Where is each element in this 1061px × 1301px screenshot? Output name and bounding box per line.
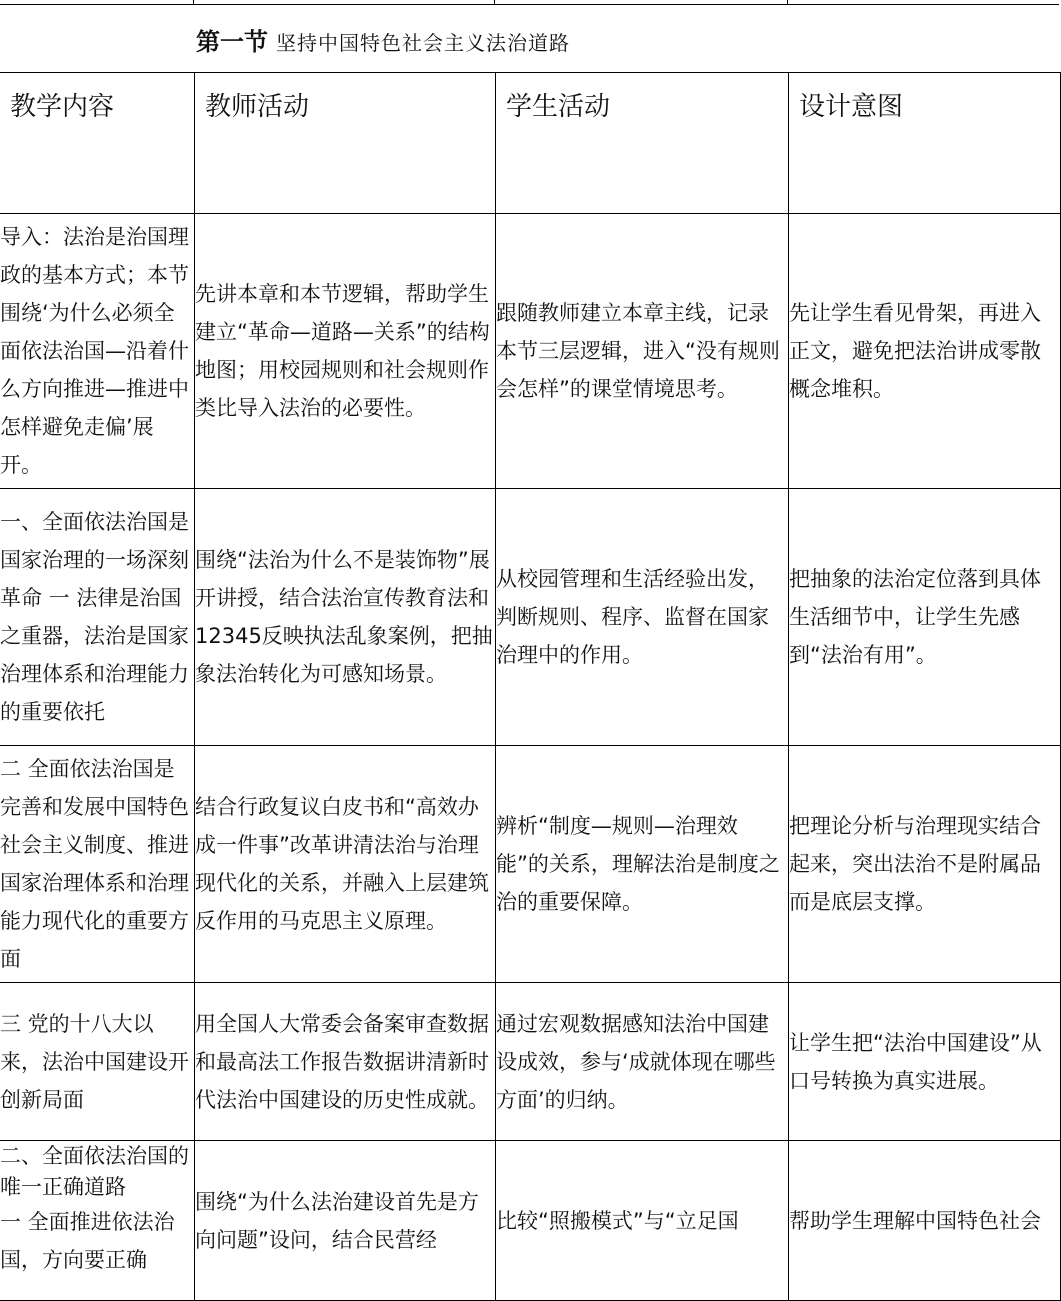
lesson-plan-table — [0, 72, 1061, 1301]
cell-student: 辨析“制度—规则—治理效能”的关系，理解法治是制度之治的重要保障。 — [496, 746, 789, 983]
cell-teacher: 围绕“法治为什么不是装饰物”展开讲授，结合法治宣传教育法和12345反映执法乱象案例，把抽象法治转化为可感知场景。 — [195, 489, 496, 746]
table-row — [0, 214, 1061, 489]
cell-teacher: 用全国人大常委会备案审查数据和最高法工作报告数据讲清新时代法治中国建设的历史性成就。 — [195, 983, 496, 1141]
table-header-row — [0, 73, 1061, 214]
cell-intent: 先让学生看见骨架，再进入正文，避免把法治讲成零散概念堆积。 — [789, 214, 1061, 489]
column-divider — [494, 0, 495, 4]
cell-student: 比较“照搬模式”与“立足国 — [496, 1141, 789, 1301]
table-row — [0, 746, 1061, 983]
cell-content-heading: 二、全面依法治国的唯一正确道路 — [0, 1144, 189, 1199]
cell-intent: 把理论分析与治理现实结合起来，突出法治不是附属品而是底层支撑。 — [789, 746, 1061, 983]
cell-content: 三 党的十八大以来，法治中国建设开创新局面 — [0, 983, 195, 1141]
table-row — [0, 489, 1061, 746]
section-name: 坚持中国特色社会主义法治道路 — [276, 31, 570, 55]
cell-content: 二 全面依法治国是完善和发展中国特色社会主义制度、推进国家治理体系和治理能力现代化的重要方面 — [0, 746, 195, 983]
cell-student: 跟随教师建立本章主线，记录本节三层逻辑，进入“没有规则会怎样”的课堂情境思考。 — [496, 214, 789, 489]
section-title-row — [0, 0, 1059, 72]
cell-content-subheading: 一 全面推进依法治国，方向要正确 — [0, 1210, 175, 1272]
column-divider — [787, 0, 788, 4]
cell-intent: 帮助学生理解中国特色社会 — [789, 1141, 1061, 1301]
column-divider — [193, 0, 194, 4]
header-student: 学生活动 — [496, 73, 789, 214]
cell-teacher: 结合行政复议白皮书和“高效办成一件事”改革讲清法治与治理现代化的关系，并融入上层建筑反作用的马克思主义原理。 — [195, 746, 496, 983]
header-content: 教学内容 — [0, 73, 195, 214]
cell-content — [0, 1141, 195, 1301]
section-number: 第一节 — [196, 28, 268, 56]
cell-student: 通过宏观数据感知法治中国建设成效，参与‘成就体现在哪些方面’的归纳。 — [496, 983, 789, 1141]
table-row — [0, 983, 1061, 1141]
cell-intent: 让学生把“法治中国建设”从口号转换为真实进展。 — [789, 983, 1061, 1141]
top-border — [0, 4, 1059, 5]
cell-intent: 把抽象的法治定位落到具体生活细节中，让学生先感到“法治有用”。 — [789, 489, 1061, 746]
cell-teacher: 围绕“为什么法治建设首先是方向问题”设问，结合民营经 — [195, 1141, 496, 1301]
cell-content: 导入：法治是治国理政的基本方式；本节围绕‘为什么必须全面依法治国—沿着什么方向推进—推进中怎样避免走偏’展开。 — [0, 214, 195, 489]
header-teacher: 教师活动 — [195, 73, 496, 214]
section-title — [196, 22, 570, 57]
header-intent: 设计意图 — [789, 73, 1061, 214]
cell-teacher: 先讲本章和本节逻辑，帮助学生建立“革命—道路—关系”的结构地图；用校园规则和社会规则作类比导入法治的必要性。 — [195, 214, 496, 489]
cell-content: 一、全面依法治国是国家治理的一场深刻革命 一 法律是治国之重器，法治是国家治理体系和治理能力的重要依托 — [0, 489, 195, 746]
cell-student: 从校园管理和生活经验出发，判断规则、程序、监督在国家治理中的作用。 — [496, 489, 789, 746]
table-row — [0, 1141, 1061, 1301]
